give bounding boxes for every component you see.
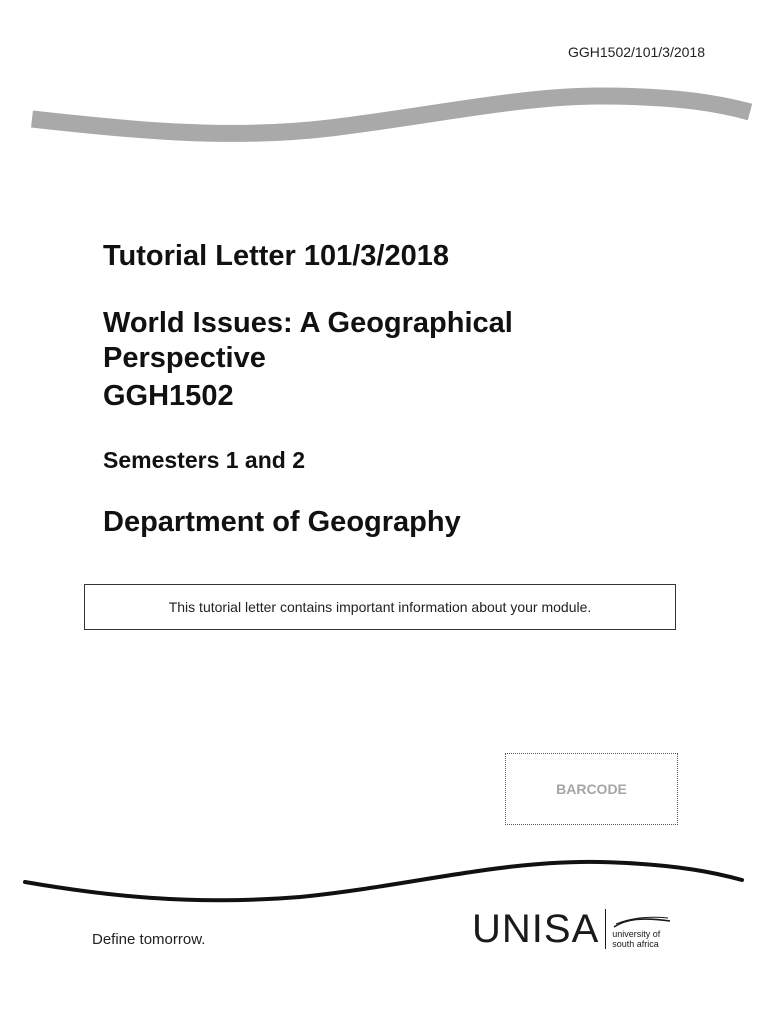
logo-right-block xyxy=(612,909,676,949)
unisa-logo xyxy=(472,908,676,950)
notice-box xyxy=(84,584,676,630)
semesters-label: Semesters 1 and 2 xyxy=(103,447,306,473)
barcode-label: BARCODE xyxy=(556,781,627,797)
tutorial-letter-title: Tutorial Letter 101/3/2018 xyxy=(103,240,450,272)
notice-text: This tutorial letter contains important information about your module. xyxy=(168,599,592,615)
module-name: World Issues: A Geographical Perspective xyxy=(103,307,513,374)
barcode-placeholder xyxy=(505,753,678,825)
top-grey-wave xyxy=(32,96,750,133)
bottom-black-wave xyxy=(25,862,742,900)
logo-divider xyxy=(605,909,606,949)
module-code: GGH1502 xyxy=(103,380,234,412)
document-code: GGH1502/101/3/2018 xyxy=(568,44,705,60)
slogan: Define tomorrow. xyxy=(92,931,206,948)
logo-tagline: university of south africa xyxy=(612,929,661,949)
department-name: Department of Geography xyxy=(103,506,461,538)
logo-wordmark: UNISA xyxy=(472,907,600,951)
logo-swoosh-icon xyxy=(612,915,672,929)
